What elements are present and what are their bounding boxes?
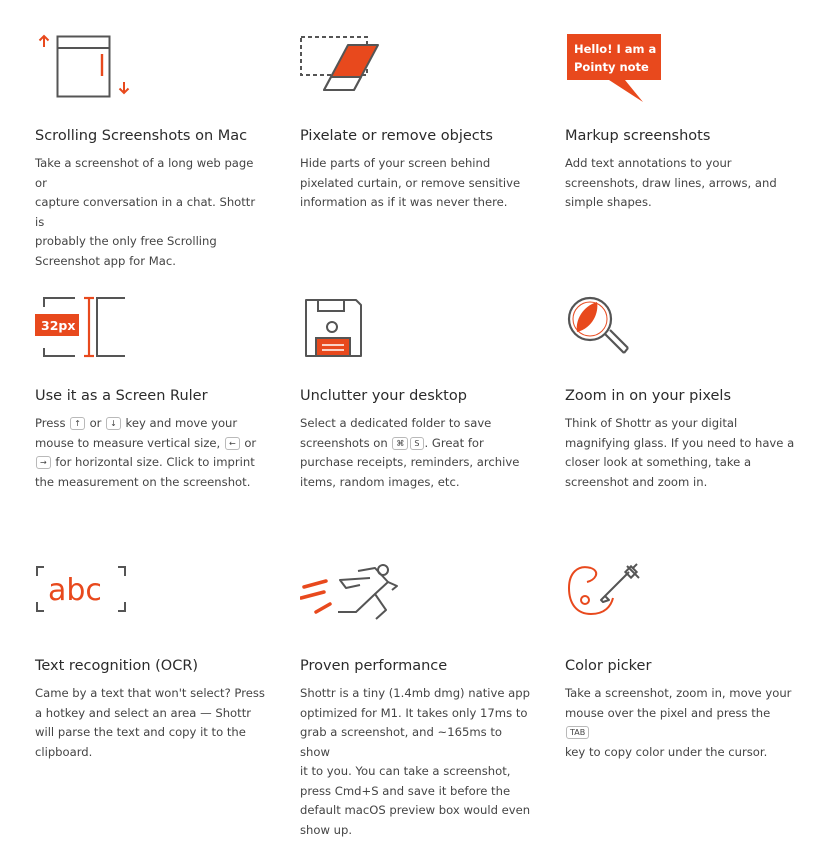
speech-bubble-icon (565, 30, 675, 110)
feature-title: Unclutter your desktop (300, 388, 467, 404)
arrow-right-key: → (36, 456, 51, 469)
eraser-icon (300, 30, 410, 110)
feature-title: Color picker (565, 658, 652, 674)
feature-title: Use it as a Screen Ruler (35, 388, 208, 404)
ruler-label: 32px (41, 318, 76, 333)
scroll-screenshot-icon (35, 30, 145, 110)
feature-description: Take a screenshot of a long web page or capture conversation in a chat. Shottr is probably the only free Scrolling Screenshot app for Mac. (35, 156, 256, 268)
color-picker-icon (565, 560, 675, 640)
ocr-abc-icon (35, 560, 145, 640)
tab-key: TAB (566, 726, 589, 739)
feature-description: Shottr is a tiny (1.4mb dmg) native app optimized for M1. It takes only 17ms to grab a screenshot, and ~165ms to show it to you. You can take a screenshot, press Cmd+S and save it before the default macOS preview box would even show up. (300, 686, 531, 837)
feature-title: Text recognition (OCR) (35, 658, 199, 674)
feature-description: Hide parts of your screen behind pixelated curtain, or remove sensitive information as if it was never there. (300, 156, 521, 209)
feature-description: Think of Shottr as your digital magnifying glass. If you need to have a closer look at something, take a screenshot and zoom in. (565, 416, 795, 489)
s-key: S (410, 437, 423, 450)
feature-description: Take a screenshot, zoom in, move your mouse over the pixel and press the TAB key to copy color under the cursor. (565, 686, 792, 759)
ruler-icon (35, 290, 145, 370)
feature-description: Add text annotations to your screenshots, draw lines, arrows, and simple shapes. (565, 156, 777, 209)
arrow-up-key: ↑ (70, 417, 85, 430)
magnifier-icon (565, 290, 675, 370)
bubble-text-line: Pointy note (574, 60, 649, 74)
ocr-abc-text: abc (48, 573, 102, 608)
feature-description: Came by a text that won't select? Press a hotkey and select an area — Shottr will parse the text and copy it to the clipboard. (35, 686, 265, 759)
feature-title: Markup screenshots (565, 128, 711, 144)
feature-title: Scrolling Screenshots on Mac (35, 128, 248, 144)
floppy-disk-icon (300, 290, 410, 370)
command-key: ⌘ (392, 437, 408, 450)
running-man-icon (300, 560, 410, 640)
feature-description: Select a dedicated folder to save screenshots on ⌘ S . Great for purchase receipts, reminders, archive items, random images, etc. (300, 416, 520, 489)
feature-title: Zoom in on your pixels (565, 388, 731, 404)
arrow-left-key: ← (225, 437, 240, 450)
feature-title: Pixelate or remove objects (300, 128, 493, 144)
bubble-text-line: Hello! I am a (574, 42, 657, 56)
arrow-down-key: ↓ (106, 417, 121, 430)
feature-title: Proven performance (300, 658, 448, 674)
feature-description: Press ↑ or ↓ key and move your mouse to measure vertical size, ← or → for horizontal size. Click to imprint the measurement on the screenshot. (35, 416, 257, 489)
